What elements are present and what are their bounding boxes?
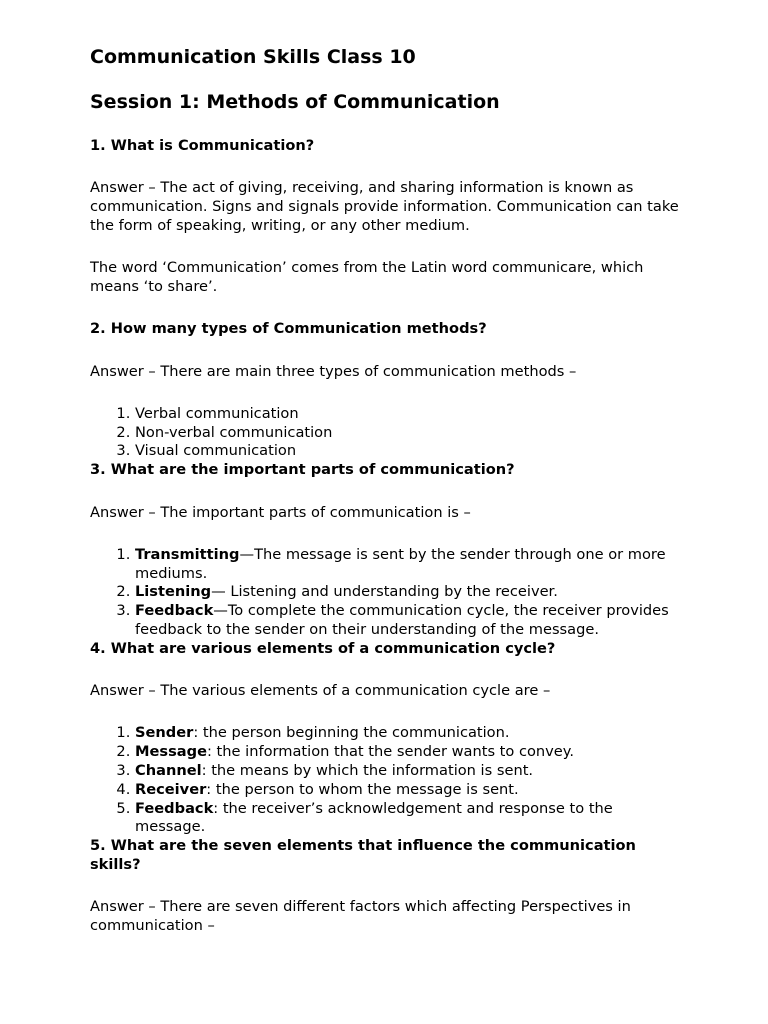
list-item — [135, 546, 680, 584]
list-item — [135, 602, 680, 640]
list-text: : the person to whom the message is sent. — [206, 780, 519, 798]
list-term: Feedback — [135, 799, 214, 817]
list-item — [135, 743, 680, 762]
answer-5: Answer – There are seven different factors which affecting Perspectives in communication – — [90, 898, 631, 935]
answer-4: Answer – The various elements of a communication cycle are – — [90, 682, 551, 700]
session-title: Session 1: Methods of Communication — [90, 91, 500, 113]
list-text: : the receiver’s acknowledgement and response to the message. — [135, 799, 613, 836]
list-item: 3. Visual communication — [135, 442, 680, 461]
answer-3: Answer – The important parts of communication is – — [90, 503, 471, 521]
question-2: 2. How many types of Communication methods? — [90, 320, 487, 338]
list-term: Sender — [135, 724, 194, 742]
question-5: 5. What are the seven elements that influence the communication skills? — [90, 837, 636, 874]
list-term: Receiver — [135, 780, 207, 798]
list-item — [135, 724, 680, 743]
list-item — [135, 800, 680, 838]
list-text: : the information that the sender wants to convey. — [207, 743, 574, 761]
communication-methods-list — [90, 405, 680, 461]
list-term: Message — [135, 743, 207, 761]
list-item: 1. Verbal communication — [135, 405, 680, 424]
list-text: — Listening and understanding by the receiver. — [211, 583, 558, 601]
list-term: Channel — [135, 762, 202, 780]
question-4: 4. What are various elements of a communication cycle? — [90, 639, 556, 657]
list-term: Transmitting — [135, 545, 240, 563]
list-item — [135, 583, 680, 602]
list-term: Listening — [135, 583, 212, 601]
list-item — [135, 781, 680, 800]
question-1: 1. What is Communication? — [90, 137, 315, 154]
answer-1-paragraph-1: Answer – The act of giving, receiving, and sharing information is known as communication. Signs and signals provide information. Communication can take the form of speaking, writing, or any other medium. — [90, 179, 679, 234]
list-text: : the person beginning the communication. — [193, 724, 510, 742]
question-3: 3. What are the important parts of communication? — [90, 461, 515, 479]
list-text: : the means by which the information is sent. — [201, 762, 534, 780]
answer-1-paragraph-2: The word ‘Communication’ comes from the Latin word communicare, which means ‘to share’. — [90, 259, 644, 295]
document-body — [90, 137, 680, 936]
communication-parts-list — [90, 546, 680, 640]
list-term: Feedback — [135, 602, 214, 620]
list-text: —To complete the communication cycle, the receiver provides feedback to the sender on their understanding of the message. — [135, 602, 669, 639]
document-title: Communication Skills Class 10 — [90, 46, 416, 68]
list-text: —The message is sent by the sender through one or more mediums. — [135, 545, 666, 582]
answer-2: Answer – There are main three types of communication methods – — [90, 362, 577, 380]
list-item: 2. Non-verbal communication — [135, 424, 680, 443]
list-item — [135, 762, 680, 781]
communication-cycle-elements-list — [90, 724, 680, 837]
